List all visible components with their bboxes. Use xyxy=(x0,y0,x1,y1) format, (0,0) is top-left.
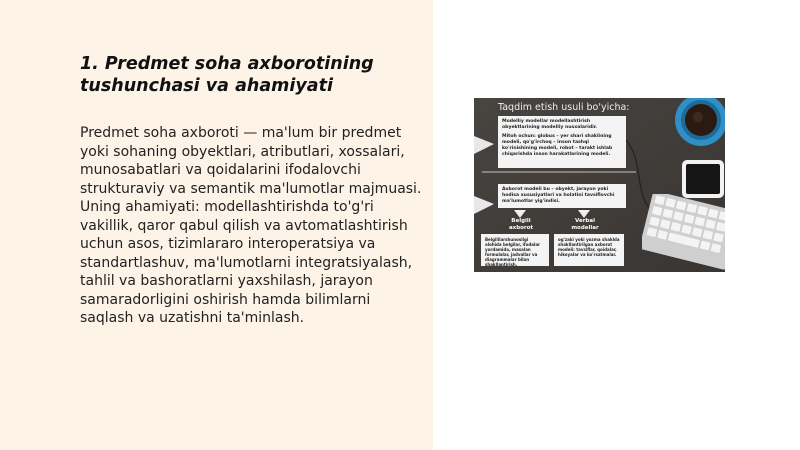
model-box-2: Axborot modeli bu – obyekt, jarayon yoki hodisa xususiyatlari va holatini tavsiflovchi ma'lumotlar yig'indisi. xyxy=(498,184,626,208)
model-box-1-line2: Mitoh ochun: globus – yer shari shaklining modeli, qo'g'irchoq – inson tashqi ko'rinishining modeli, robot – tarakt ishlab chiqarishda inson harakatlarining modeli. xyxy=(502,134,613,157)
slide-body-text: Predmet soha axboroti — ma'lum bir predmet yoki sohaning obyektlari, atributlari, xossalari, munosabatlari va qoidalarini ifodalovchi strukturaviy va semantik ma'lumotlar majmuasi. Uning ahamiyati: modellashtirishda to'g'ri vakillik, qaror qabul qilish va avtomatlashtirish uchun asos, tizimlararo interoperatsiya va standartlashuv, ma'lumotlarni integratsiyalash, tahlil va bashoratlarni yaxshilash, jarayon samaradorligini oshirish hamda bilimlarni saqlash va uzatishni ta'minlash. xyxy=(80,125,422,326)
model-box-1 xyxy=(498,116,626,168)
slide-title-line1: 1. Predmet soha axborotining xyxy=(80,54,374,74)
slide-picture xyxy=(474,98,725,272)
label-verbal-modellar: Verbal modellar xyxy=(571,218,599,231)
coffee-cup-icon xyxy=(671,98,725,158)
model-box-4: og'zaki yoki yozma shaklda shakllantirilgan axborot modeli: tavsiflar, qoidalar, hikoyalar va ko'rsatmalar. xyxy=(554,234,624,266)
model-box-1-line1: Modelliy modellar modellashtirish obyektlarining modelliy nusxalaridir. xyxy=(502,119,598,130)
slide-title-line2: tushunchasi va ahamiyati xyxy=(80,76,333,96)
keyboard-icon xyxy=(642,194,725,272)
label-belgili-axborot: Belgili axborot xyxy=(508,218,534,231)
picture-heading: Taqdim etish usuli bo'yicha: xyxy=(498,102,630,113)
model-box-3: Belgililarshunosligi alohida belgilar, ifodalar yordamida, masalan formulalar, jadvallar va diagrammalar bilan shakllantirish. xyxy=(481,234,549,266)
slide-title xyxy=(80,53,420,97)
